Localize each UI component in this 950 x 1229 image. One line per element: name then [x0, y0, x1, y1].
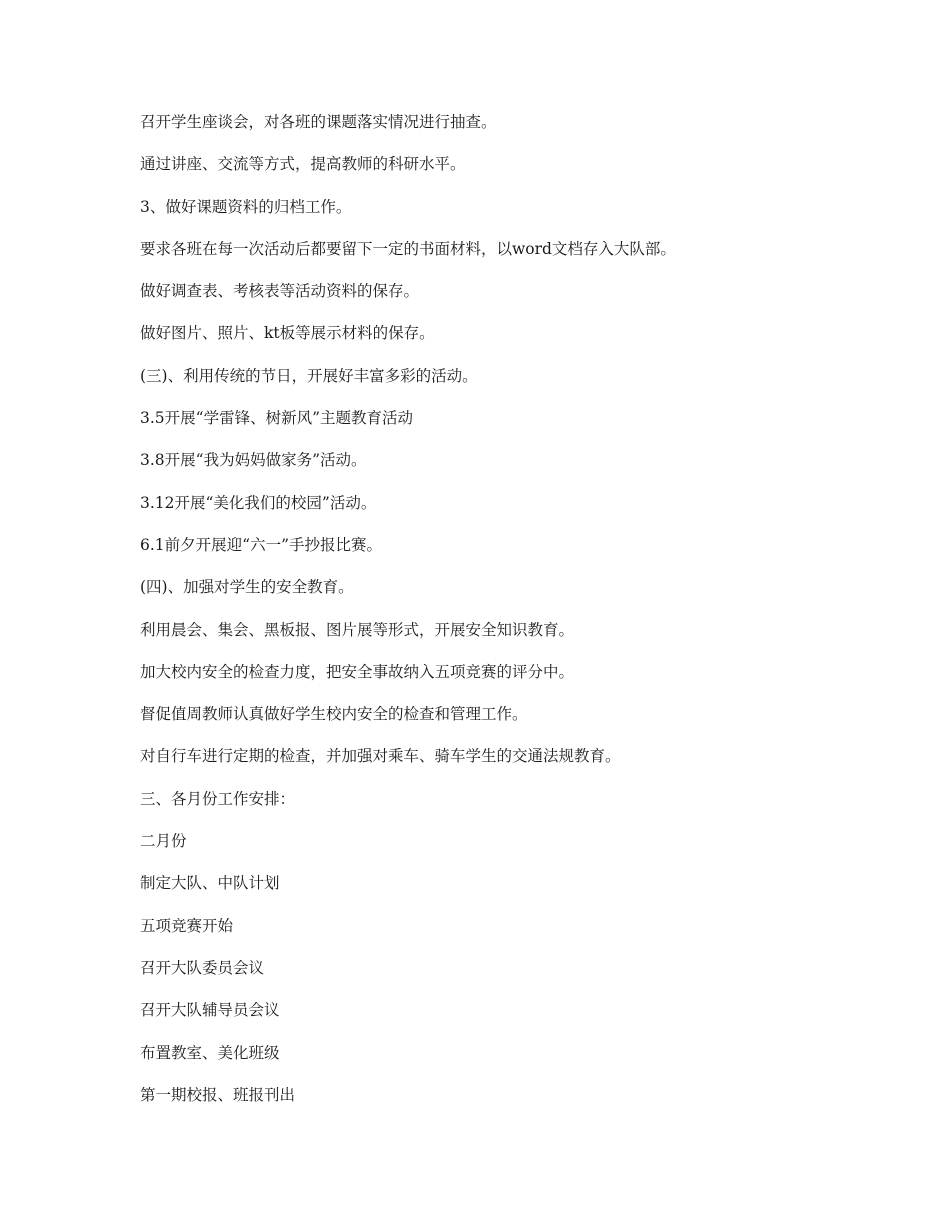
paragraph-line: 做好图片、照片、kt板等展示材料的保存。 [140, 324, 435, 343]
section-heading: 3、做好课题资料的归档工作。 [140, 197, 352, 216]
list-item: 第一期校报、班报刊出 [140, 1085, 296, 1104]
section-heading: 三、各月份工作安排： [140, 789, 296, 808]
list-item: 召开大队委员会议 [140, 958, 265, 977]
section-heading: (四)、加强对学生的安全教育。 [140, 578, 354, 597]
paragraph-line: 6.1前夕开展迎“六一”手抄报比赛。 [140, 535, 382, 554]
section-heading: (三)、利用传统的节日，开展好丰富多彩的活动。 [140, 366, 478, 385]
subsection-heading: 二月份 [140, 832, 187, 851]
paragraph-line: 加大校内安全的检查力度，把安全事故纳入五项竞赛的评分中。 [140, 662, 575, 681]
paragraph-line: 召开学生座谈会，对各班的课题落实情况进行抽查。 [140, 113, 497, 131]
list-item: 召开大队辅导员会议 [140, 1001, 280, 1020]
paragraph-line: 对自行车进行定期的检查，并加强对乘车、骑车学生的交通法规教育。 [140, 747, 621, 766]
paragraph-line: 通过讲座、交流等方式，提高教师的科研水平。 [140, 155, 466, 174]
paragraph-line: 3.5开展“学雷锋、树新风”主题教育活动 [140, 409, 413, 428]
list-item: 布置教室、美化班级 [140, 1043, 280, 1062]
paragraph-line: 3.12开展“美化我们的校园”活动。 [140, 493, 377, 512]
paragraph-line: 要求各班在每一次活动后都要留下一定的书面材料，以word文档存入大队部。 [140, 239, 676, 258]
paragraph-line: 做好调查表、考核表等活动资料的保存。 [140, 282, 420, 301]
paragraph-line: 3.8开展“我为妈妈做家务”活动。 [140, 451, 367, 470]
list-item: 制定大队、中队计划 [140, 874, 280, 893]
list-item: 五项竞赛开始 [140, 916, 234, 935]
paragraph-line: 督促值周教师认真做好学生校内安全的检查和管理工作。 [140, 705, 528, 724]
paragraph-line: 利用晨会、集会、黑板报、图片展等形式，开展安全知识教育。 [140, 620, 575, 639]
document-body [140, 112, 900, 1127]
